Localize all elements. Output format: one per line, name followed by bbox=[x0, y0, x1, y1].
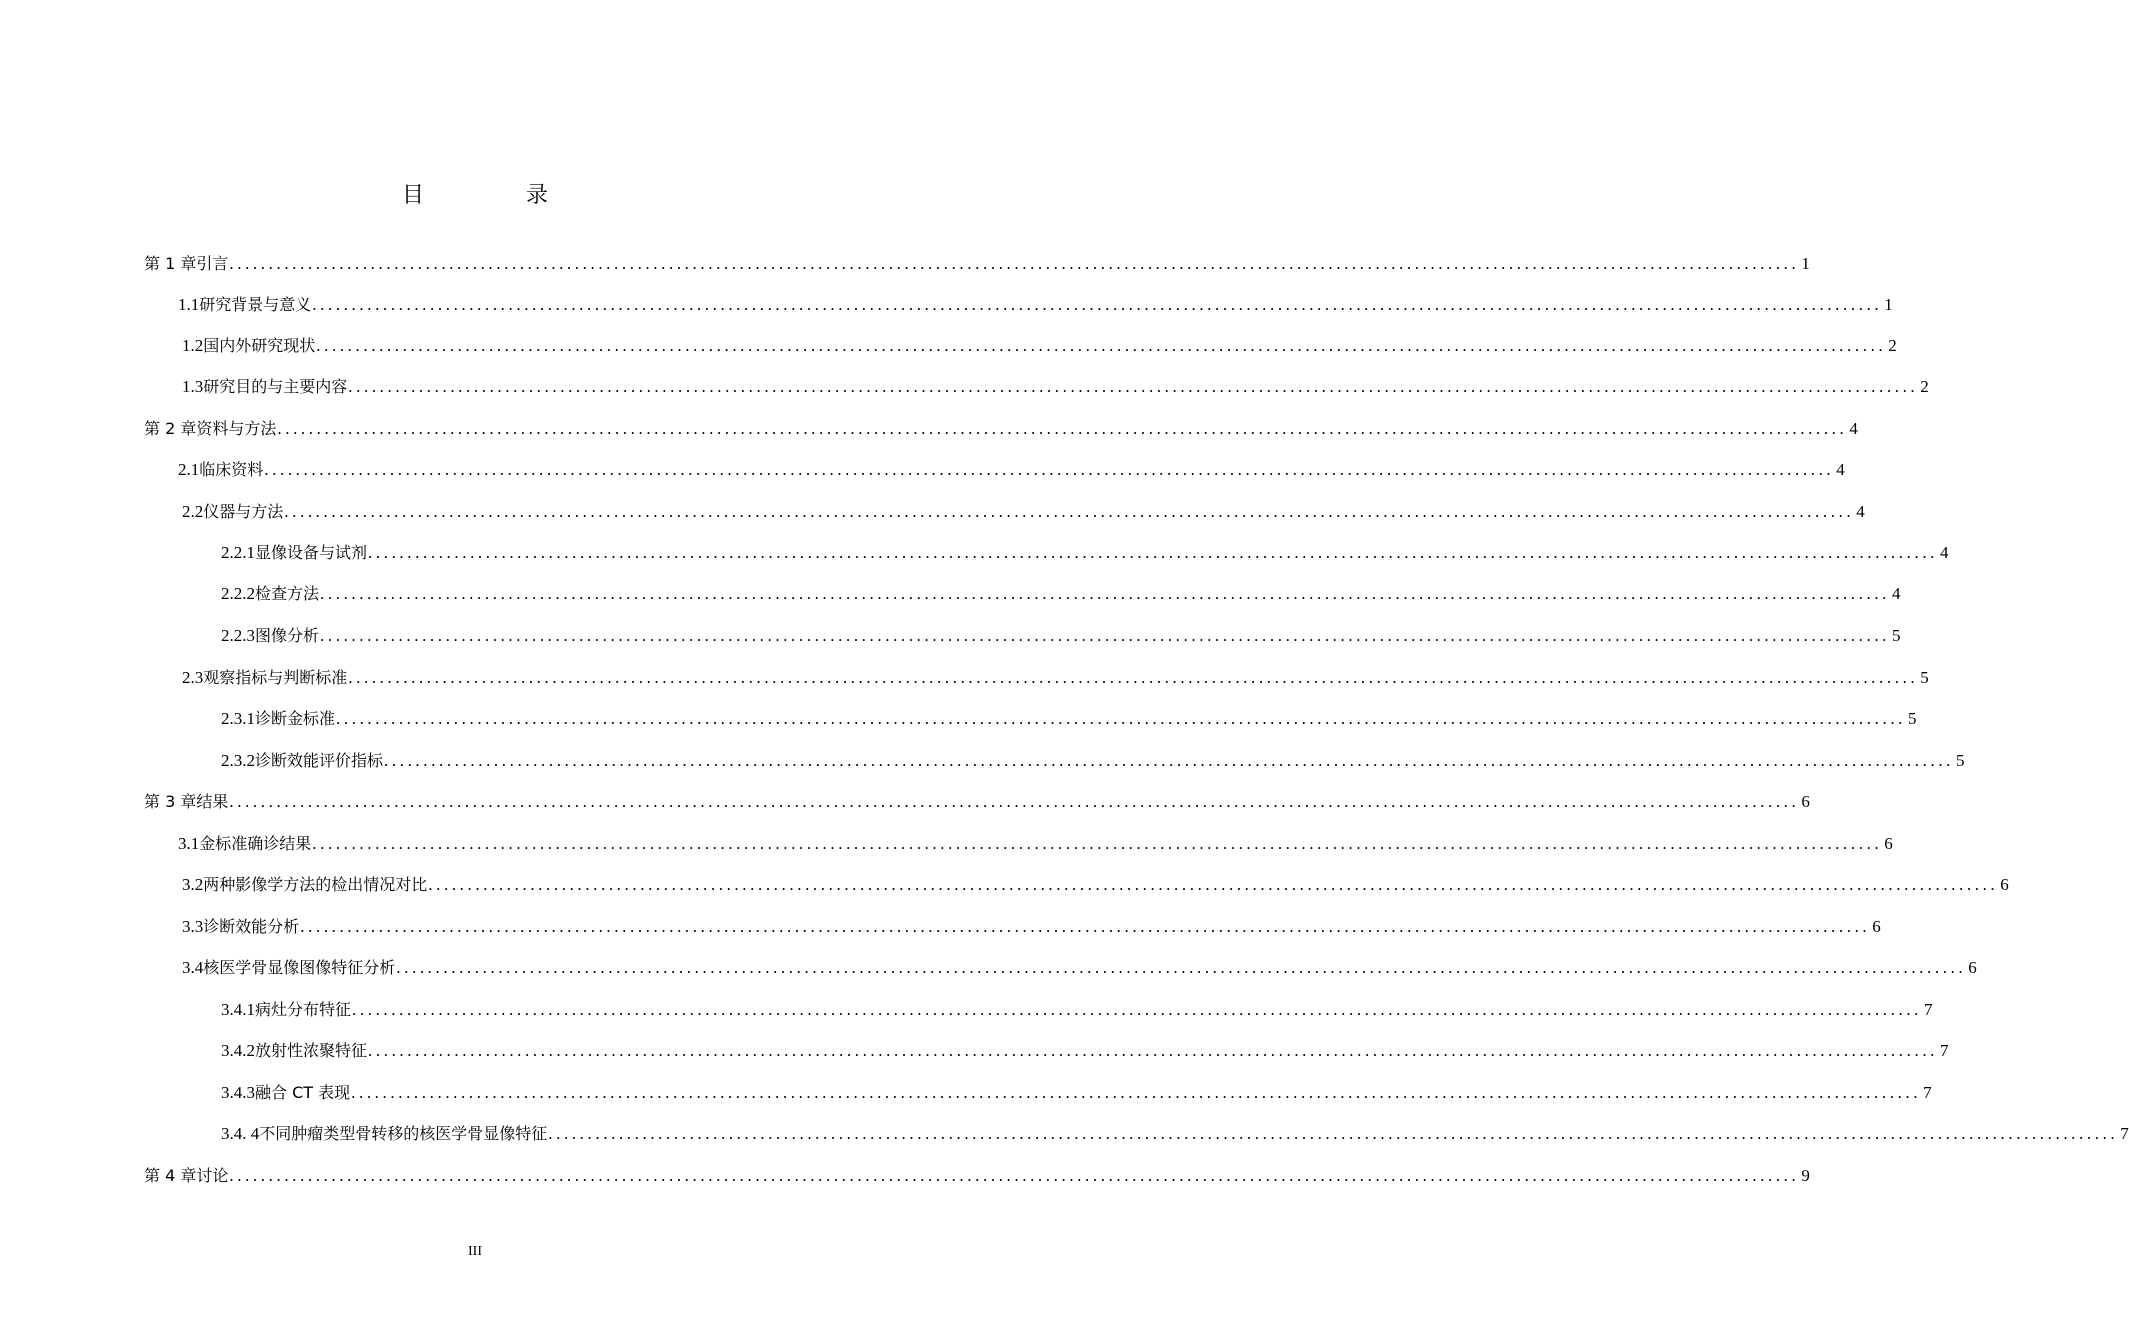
toc-entry[interactable] bbox=[221, 1077, 1932, 1103]
toc-entry-page: 7 bbox=[1940, 1041, 1949, 1060]
toc-entry-title: 讨论 bbox=[196, 1166, 229, 1185]
toc-entry-page: 5 bbox=[1892, 626, 1901, 645]
toc-leader-dots: ........................................................................................................................................................................................................ bbox=[264, 460, 1835, 479]
toc-entry-title: 两种影像学方法的检出情况对比 bbox=[203, 875, 428, 894]
toc-entry[interactable] bbox=[221, 994, 1933, 1020]
toc-entry[interactable] bbox=[182, 371, 1929, 397]
toc-entry[interactable] bbox=[221, 620, 1901, 646]
toc-entry-page: 6 bbox=[1801, 792, 1810, 811]
toc-entry-title: 显像设备与试剂 bbox=[255, 543, 368, 562]
toc-entry-number: 2.2.2 bbox=[221, 584, 255, 603]
toc-entry-number: 第 3 章 bbox=[144, 792, 197, 811]
toc-entry-page: 5 bbox=[1920, 668, 1929, 687]
toc-entry[interactable] bbox=[182, 496, 1865, 522]
toc-entry[interactable] bbox=[182, 330, 1897, 356]
toc-entry-page: 4 bbox=[1849, 419, 1858, 438]
toc-entry-title: 资料与方法 bbox=[196, 419, 277, 438]
toc-leader-dots: ........................................................................................................................................................................................................ bbox=[548, 1124, 2119, 1143]
toc-entry-number: 3.4 bbox=[182, 958, 204, 977]
toc-entry[interactable] bbox=[144, 786, 1810, 812]
toc-leader-dots: ........................................................................................................................................................................................................ bbox=[352, 1000, 1923, 1019]
toc-entry-number: 3.1 bbox=[178, 834, 200, 853]
toc-leader-dots: ........................................................................................................................................................................................................ bbox=[320, 584, 1891, 603]
toc-leader-dots: ........................................................................................................................................................................................................ bbox=[229, 792, 1800, 811]
toc-entry-page: 4 bbox=[1836, 460, 1845, 479]
toc-entry[interactable] bbox=[182, 662, 1929, 688]
toc-entry-number: 2.1 bbox=[178, 460, 200, 479]
toc-entry-title: 融合 CT 表现 bbox=[255, 1083, 351, 1102]
toc-entry-title: 放射性浓聚特征 bbox=[255, 1041, 368, 1060]
toc-entry-title: 结果 bbox=[196, 792, 229, 811]
toc-entry[interactable] bbox=[144, 413, 1858, 439]
toc-entry-page: 5 bbox=[1908, 709, 1917, 728]
toc-entry-page: 6 bbox=[2000, 875, 2009, 894]
toc-leader-dots: ........................................................................................................................................................................................................ bbox=[312, 834, 1883, 853]
toc-leader-dots: ........................................................................................................................................................................................................ bbox=[316, 336, 1887, 355]
toc-entry-title: 诊断效能分析 bbox=[203, 917, 300, 936]
toc-leader-dots: ........................................................................................................................................................................................................ bbox=[368, 543, 1939, 562]
toc-leader-dots: ........................................................................................................................................................................................................ bbox=[384, 751, 1955, 770]
toc-entry-title: 国内外研究现状 bbox=[203, 336, 316, 355]
toc-entry[interactable] bbox=[178, 828, 1893, 854]
toc-entry-title: 诊断效能评价指标 bbox=[255, 751, 384, 770]
toc-entry-number: 第 4 章 bbox=[144, 1166, 197, 1185]
toc-entry-page: 1 bbox=[1884, 295, 1893, 314]
toc-entry-page: 6 bbox=[1872, 917, 1881, 936]
toc-leader-dots: ........................................................................................................................................................................................................ bbox=[312, 295, 1883, 314]
toc-entry-number: 2.2 bbox=[182, 502, 204, 521]
toc-entry-title: 研究目的与主要内容 bbox=[203, 377, 348, 396]
toc-entry-page: 7 bbox=[2120, 1124, 2129, 1143]
toc-entry-page: 5 bbox=[1956, 751, 1965, 770]
toc-title: 目 录 bbox=[401, 183, 588, 208]
page-number-footer: III bbox=[468, 1244, 482, 1259]
toc-entry-title: 研究背景与意义 bbox=[199, 295, 312, 314]
toc-entry-title: 图像分析 bbox=[255, 626, 320, 645]
toc-entry-title: 临床资料 bbox=[199, 460, 264, 479]
toc-entry[interactable] bbox=[144, 248, 1810, 274]
toc-entry[interactable] bbox=[221, 703, 1917, 729]
toc-leader-dots: ........................................................................................................................................................................................................ bbox=[348, 668, 1919, 687]
toc-entry-page: 1 bbox=[1801, 254, 1810, 273]
toc-entry-page: 7 bbox=[1924, 1000, 1933, 1019]
toc-entry[interactable] bbox=[178, 454, 1845, 480]
toc-entry-title: 诊断金标准 bbox=[255, 709, 336, 728]
toc-entry-number: 第 2 章 bbox=[144, 419, 197, 438]
toc-entry-number: 1.2 bbox=[182, 336, 204, 355]
toc-entry[interactable] bbox=[178, 289, 1893, 315]
toc-entry-number: 3.4.3 bbox=[221, 1083, 255, 1102]
toc-entry[interactable] bbox=[182, 911, 1881, 937]
toc-entry-title: 观察指标与判断标准 bbox=[203, 668, 348, 687]
toc-entry-page: 9 bbox=[1801, 1166, 1810, 1185]
toc-leader-dots: ........................................................................................................................................................................................................ bbox=[229, 254, 1800, 273]
toc-entry-number: 2.3 bbox=[182, 668, 204, 687]
toc-entry[interactable] bbox=[221, 1035, 1949, 1061]
toc-entry-number: 3.4.2 bbox=[221, 1041, 255, 1060]
toc-entry-page: 6 bbox=[1884, 834, 1893, 853]
toc-entry[interactable] bbox=[182, 869, 2009, 895]
toc-leader-dots: ........................................................................................................................................................................................................ bbox=[320, 626, 1891, 645]
toc-entry[interactable] bbox=[221, 745, 1965, 771]
toc-entry-title: 引言 bbox=[196, 254, 229, 273]
toc-leader-dots: ........................................................................................................................................................................................................ bbox=[368, 1041, 1939, 1060]
toc-entry-number: 2.3.2 bbox=[221, 751, 255, 770]
toc-leader-dots: ........................................................................................................................................................................................................ bbox=[336, 709, 1907, 728]
toc-entry-number: 1.3 bbox=[182, 377, 204, 396]
toc-entry-number: 3.4.1 bbox=[221, 1000, 255, 1019]
toc-leader-dots: ........................................................................................................................................................................................................ bbox=[300, 917, 1871, 936]
toc-entry-title: 仪器与方法 bbox=[203, 502, 284, 521]
toc-leader-dots: ........................................................................................................................................................................................................ bbox=[428, 875, 1999, 894]
toc-entry[interactable] bbox=[221, 537, 1949, 563]
toc-leader-dots: ........................................................................................................................................................................................................ bbox=[351, 1083, 1922, 1102]
toc-entry-number: 3.4. 4 bbox=[221, 1124, 260, 1143]
toc-entry-number: 第 1 章 bbox=[144, 254, 197, 273]
toc-entry-page: 6 bbox=[1968, 958, 1977, 977]
toc-entry-number: 3.2 bbox=[182, 875, 204, 894]
toc-entry-number: 2.3.1 bbox=[221, 709, 255, 728]
toc-leader-dots: ........................................................................................................................................................................................................ bbox=[348, 377, 1919, 396]
toc-entry-title: 不同肿瘤类型骨转移的核医学骨显像特征 bbox=[259, 1124, 548, 1143]
toc-entry[interactable] bbox=[182, 952, 1977, 978]
toc-entry-number: 3.3 bbox=[182, 917, 204, 936]
toc-leader-dots: ........................................................................................................................................................................................................ bbox=[277, 419, 1848, 438]
toc-leader-dots: ........................................................................................................................................................................................................ bbox=[229, 1166, 1800, 1185]
toc-entry-page: 2 bbox=[1920, 377, 1929, 396]
toc-entry-title: 检查方法 bbox=[255, 584, 320, 603]
toc-entry-page: 4 bbox=[1856, 502, 1865, 521]
toc-entry[interactable] bbox=[221, 1118, 2129, 1144]
toc-entry[interactable] bbox=[144, 1160, 1810, 1186]
toc-entry-page: 4 bbox=[1940, 543, 1949, 562]
toc-entry-title: 核医学骨显像图像特征分析 bbox=[203, 958, 396, 977]
toc-entry-title: 病灶分布特征 bbox=[255, 1000, 352, 1019]
toc-entry-title: 金标准确诊结果 bbox=[199, 834, 312, 853]
toc-entry-number: 2.2.3 bbox=[221, 626, 255, 645]
toc-entry-page: 2 bbox=[1888, 336, 1897, 355]
toc-entry-page: 7 bbox=[1923, 1083, 1932, 1102]
toc-entry-number: 1.1 bbox=[178, 295, 200, 314]
toc-entry-page: 4 bbox=[1892, 584, 1901, 603]
toc-entry-number: 2.2.1 bbox=[221, 543, 255, 562]
toc-entry[interactable] bbox=[221, 578, 1901, 604]
toc-leader-dots: ........................................................................................................................................................................................................ bbox=[284, 502, 1855, 521]
toc-leader-dots: ........................................................................................................................................................................................................ bbox=[396, 958, 1967, 977]
